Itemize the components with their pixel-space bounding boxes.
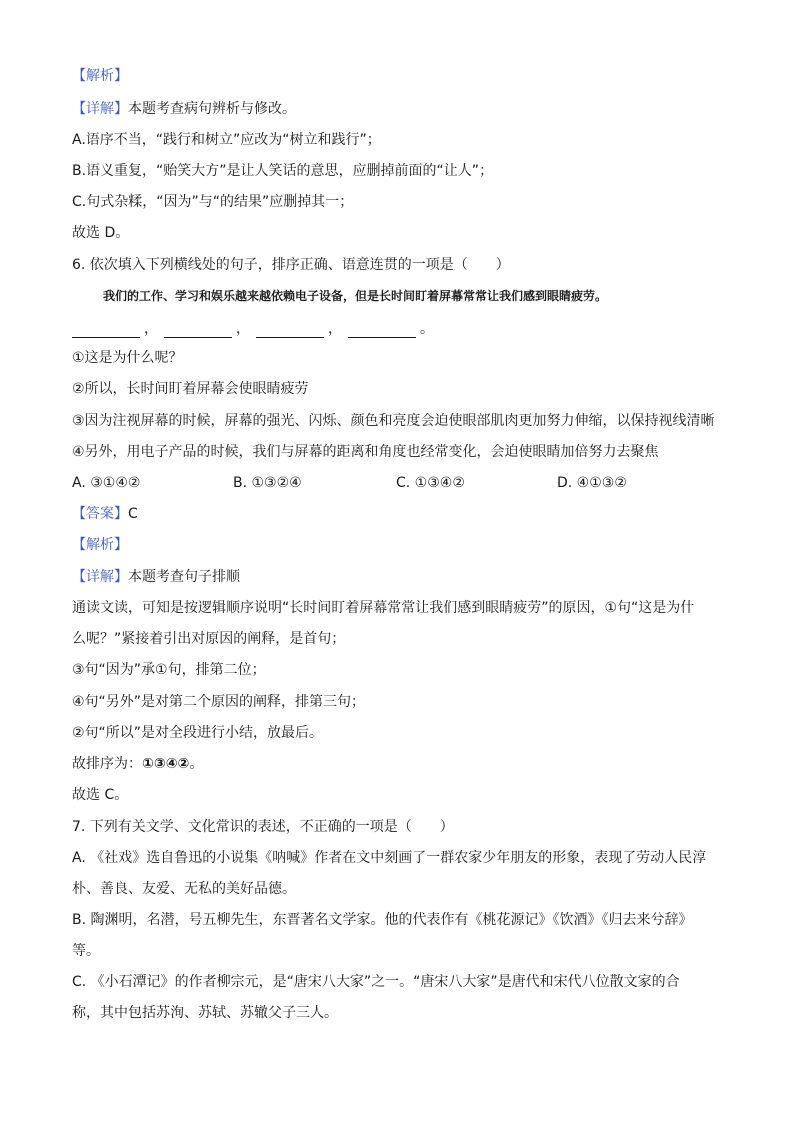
explanation-line-1: 通读文读，可知是按逻辑顺序说明“长时间盯着屏幕常常让我们感到眼睛疲劳”的原因，①句“这是为什 [72, 600, 695, 616]
blank-row [72, 318, 440, 338]
question-6-stem: 6. 依次填入下列横线处的句子，排序正确、语意连贯的一项是（ ） [72, 257, 510, 273]
explanation-line-5: ②句“所以”是对全段进行小结，放最后。 [72, 725, 324, 741]
explanation-line-b: B.语义重复，“贻笑大方”是让人笑话的意思，应删掉前面的“让人”； [72, 163, 494, 179]
option-b-line-2: 等。 [72, 943, 100, 959]
option-c-line-2: 称，其中包括苏洵、苏轼、苏辙父子三人。 [72, 1005, 338, 1021]
answer-tag: 【答案】 [72, 506, 128, 522]
sentence-2: ②所以，长时间盯着屏幕会使眼睛疲劳 [72, 381, 309, 397]
blank-1 [72, 323, 140, 338]
explanation-line-3: ③句“因为”承①句，排第二位； [72, 662, 266, 678]
option-b: B. ①③②④ [233, 475, 302, 491]
blank-4 [348, 323, 416, 338]
option-b-line-1: B. 陶渊明，名潜，号五柳先生，东晋著名文学家。他的代表作有《桃花源记》《饮酒》《归去来兮辞》 [72, 912, 693, 928]
option-d: D. ④①③② [557, 475, 627, 491]
order-label: 故排序为： [72, 756, 142, 772]
explanation-line-2: 么呢？”紧接着引出对原因的阐释，是首句； [72, 631, 346, 647]
blank-3 [256, 323, 324, 338]
conclusion-line: 故选 D。 [72, 225, 130, 241]
blank-2 [164, 323, 232, 338]
detail-text: 本题考查病句辨析与修改。 [128, 101, 296, 117]
option-a-line-1: A. 《社戏》选自鲁迅的小说集《呐喊》作者在文中刻画了一群农家少年朋友的形象，表现了劳动人民淳 [72, 850, 707, 866]
blank-separator: ， [144, 321, 158, 337]
question-7-stem: 7. 下列有关文学、文化常识的表述，不正确的一项是（ ） [72, 819, 454, 835]
sentence-1: ①这是为什么呢？ [72, 350, 183, 366]
analysis-tag: 【解析】 [72, 537, 128, 553]
detail-tag: 【详解】 [72, 101, 128, 117]
explanation-line-a: A.语序不当，“践行和树立”应改为“树立和践行”； [72, 132, 381, 148]
detail-text: 本题考查句子排顺 [128, 569, 240, 585]
answer-line [72, 505, 138, 523]
detail-tag: 【详解】 [72, 569, 128, 585]
blank-separator: ， [328, 321, 342, 337]
analysis-tag: 【解析】 [72, 68, 128, 84]
detail-line [72, 568, 240, 586]
sentence-4: ④另外，用电子产品的时候，我们与屏幕的距离和角度也经常变化，会迫使眼睛加倍努力去聚焦 [72, 444, 659, 460]
order-end: 。 [189, 756, 204, 772]
detail-line [72, 100, 296, 118]
option-a: A. ③①④② [72, 475, 141, 491]
question-6-quote: 我们的工作、学习和娱乐越来越依赖电子设备，但是长时间盯着屏幕常常让我们感到眼睛疲劳。 [103, 289, 608, 303]
option-a-line-2: 朴、善良、友爱、无私的美好品德。 [72, 881, 296, 897]
option-c-line-1: C. 《小石潭记》的作者柳宗元，是“唐宋八大家”之一。“唐宋八大家”是唐代和宋代八位散文家的合 [72, 974, 680, 990]
explanation-line-c: C.句式杂糅，“因为”与“的结果”应删掉其一； [72, 194, 354, 210]
explanation-line-4: ④句“另外”是对第二个原因的阐释，排第三句； [72, 694, 366, 710]
blank-end: 。 [420, 321, 434, 337]
sentence-3: ③因为注视屏幕的时候，屏幕的强光、闪烁、颜色和亮度会迫使眼部肌肉更加努力伸缩，以保持视线清晰 [72, 413, 715, 429]
conclusion-line: 故选 C。 [72, 787, 129, 803]
order-value: ①③④② [142, 756, 190, 772]
option-c: C. ①③④② [396, 475, 465, 491]
order-line [72, 755, 203, 773]
answer-value: C [128, 506, 138, 522]
blank-separator: ， [236, 321, 250, 337]
